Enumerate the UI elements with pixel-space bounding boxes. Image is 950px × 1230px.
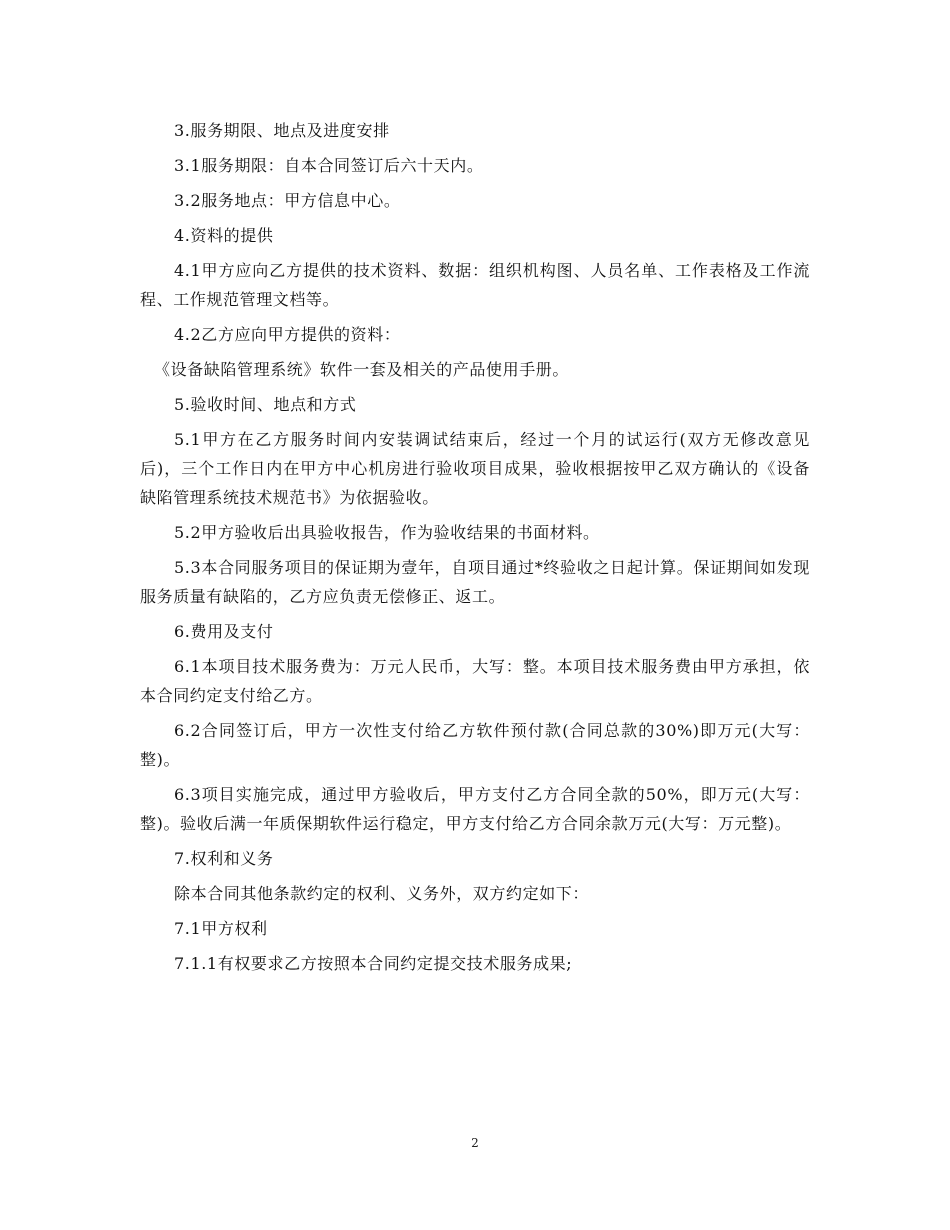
clause-7-1: 7.1甲方权利 [174,919,268,938]
section-heading-4: 4.资料的提供 [174,226,274,245]
section-heading-7: 7.权利和义务 [174,849,274,868]
clause-6-3: 6.3项目实施完成，通过甲方验收后，甲方支付乙方合同全款的50%，即万元(大写：整)。验收后满一年质保期软件运行稳定，甲方支付给乙方合同余款万元(大写：万元整)。 [140,785,810,833]
clause-5-2: 5.2甲方验收后出具验收报告，作为验收结果的书面材料。 [174,523,600,542]
clause-6-1: 6.1本项目技术服务费为：万元人民币，大写：整。本项目技术服务费由甲方承担，依本合同约定支付给乙方。 [140,657,810,705]
section-heading-6: 6.费用及支付 [174,622,274,641]
clause-7-intro: 除本合同其他条款约定的权利、义务外，双方约定如下： [174,884,590,903]
clause-3-2: 3.2服务地点：甲方信息中心。 [174,191,401,210]
clause-5-3: 5.3本合同服务项目的保证期为壹年，自项目通过*终验收之日起计算。保证期间如发现服务质量有缺陷的，乙方应负责无偿修正、返工。 [140,558,810,606]
section-heading-3: 3.服务期限、地点及进度安排 [174,121,390,140]
document-body [140,116,810,984]
page-number: 2 [471,1136,479,1150]
clause-6-2: 6.2合同签订后，甲方一次性支付给乙方软件预付款(合同总款的30%)即万元(大写：整)。 [140,721,810,769]
clause-3-1: 3.1服务期限：自本合同签订后六十天内。 [174,156,484,175]
clause-7-1-1: 7.1.1有权要求乙方按照本合同约定提交技术服务成果; [174,954,573,973]
clause-4-2-detail: 《设备缺陷管理系统》软件一套及相关的产品使用手册。 [154,360,570,379]
section-heading-5: 5.验收时间、地点和方式 [174,395,357,414]
clause-4-1: 4.1甲方应向乙方提供的技术资料、数据：组织机构图、人员名单、工作表格及工作流程、工作规范管理文档等。 [140,261,810,309]
clause-5-1: 5.1甲方在乙方服务时间内安装调试结束后，经过一个月的试运行(双方无修改意见后)，三个工作日内在甲方中心机房进行验收项目成果，验收根据按甲乙双方确认的《设备缺陷管理系统技术规范书》为依据验收。 [140,430,810,507]
clause-4-2: 4.2乙方应向甲方提供的资料： [174,325,401,344]
